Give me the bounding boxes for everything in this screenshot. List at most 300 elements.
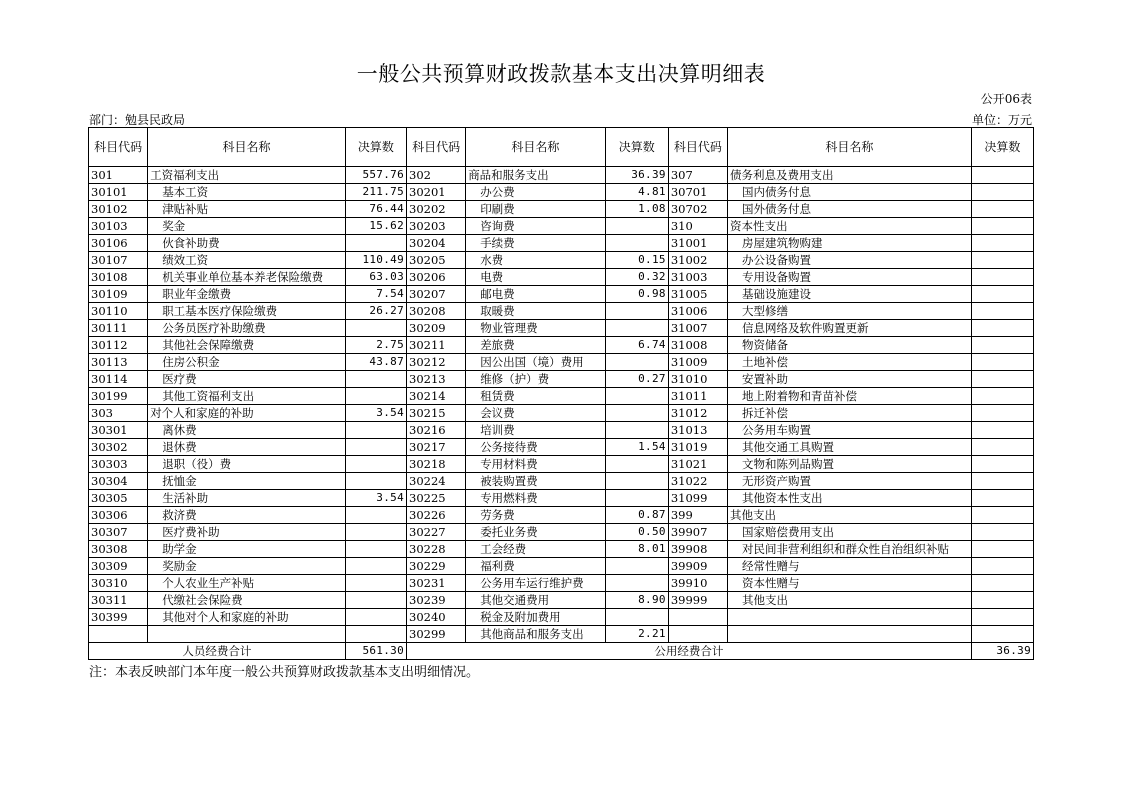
subject-name-cell: 物资储备	[728, 337, 972, 354]
amount-cell	[345, 524, 406, 541]
amount-cell	[605, 609, 668, 626]
subject-code-cell: 30199	[89, 388, 148, 405]
subject-name-cell: 专用设备购置	[728, 269, 972, 286]
subject-code-cell: 30304	[89, 473, 148, 490]
table-row	[89, 218, 1034, 235]
subject-name-cell: 职业年金缴费	[148, 286, 346, 303]
subject-name-cell: 被装购置费	[466, 473, 605, 490]
subject-name-cell: 房屋建筑物购建	[728, 235, 972, 252]
amount-cell	[971, 575, 1033, 592]
subject-name-cell: 商品和服务支出	[466, 167, 605, 184]
amount-cell: 557.76	[345, 167, 406, 184]
subject-code-cell: 31002	[668, 252, 727, 269]
amount-cell: 36.39	[605, 167, 668, 184]
subject-name-cell: 取暖费	[466, 303, 605, 320]
table-row	[89, 575, 1034, 592]
subject-name-cell: 绩效工资	[148, 252, 346, 269]
subject-code-cell: 30111	[89, 320, 148, 337]
amount-cell: 8.90	[605, 592, 668, 609]
amount-cell: 3.54	[345, 405, 406, 422]
table-row	[89, 286, 1034, 303]
amount-cell	[345, 371, 406, 388]
subject-code-cell: 30224	[407, 473, 466, 490]
table-row	[89, 184, 1034, 201]
column-header: 决算数	[605, 128, 668, 167]
totals-row	[89, 643, 1034, 660]
subject-name-cell	[728, 609, 972, 626]
amount-cell	[971, 252, 1033, 269]
table-row	[89, 558, 1034, 575]
amount-cell: 0.98	[605, 286, 668, 303]
subject-name-cell	[728, 626, 972, 643]
subject-code-cell: 31009	[668, 354, 727, 371]
amount-cell: 6.74	[605, 337, 668, 354]
amount-cell: 0.32	[605, 269, 668, 286]
subject-name-cell: 劳务费	[466, 507, 605, 524]
subject-name-cell: 对个人和家庭的补助	[148, 405, 346, 422]
amount-cell	[605, 575, 668, 592]
subject-name-cell: 职工基本医疗保险缴费	[148, 303, 346, 320]
unit-label: 单位：万元	[971, 113, 1032, 127]
column-header: 科目代码	[89, 128, 148, 167]
column-header: 科目名称	[148, 128, 346, 167]
subject-code-cell: 30108	[89, 269, 148, 286]
amount-cell: 1.54	[605, 439, 668, 456]
subject-code-cell: 30309	[89, 558, 148, 575]
subject-name-cell: 对民间非营利组织和群众性自治组织补贴	[728, 541, 972, 558]
amount-cell: 2.21	[605, 626, 668, 643]
table-row	[89, 439, 1034, 456]
expenditure-table	[88, 127, 1034, 660]
subject-name-cell: 债务利息及费用支出	[728, 167, 972, 184]
subject-name-cell: 医疗费补助	[148, 524, 346, 541]
table-row	[89, 626, 1034, 643]
table-row	[89, 320, 1034, 337]
subject-code-cell: 30701	[668, 184, 727, 201]
amount-cell	[971, 371, 1033, 388]
column-header: 科目名称	[466, 128, 605, 167]
department-label: 部门：勉县民政局	[89, 113, 186, 127]
footnote: 注：本表反映部门本年度一般公共预算财政拨款基本支出明细情况。	[89, 665, 480, 680]
subject-name-cell: 其他支出	[728, 507, 972, 524]
amount-cell	[971, 388, 1033, 405]
table-row	[89, 422, 1034, 439]
subject-name-cell: 电费	[466, 269, 605, 286]
subject-name-cell: 工会经费	[466, 541, 605, 558]
subject-code-cell: 30201	[407, 184, 466, 201]
subject-code-cell: 30109	[89, 286, 148, 303]
subject-code-cell: 30215	[407, 405, 466, 422]
amount-cell	[345, 609, 406, 626]
amount-cell	[971, 473, 1033, 490]
subject-code-cell: 30209	[407, 320, 466, 337]
subject-name-cell: 其他工资福利支出	[148, 388, 346, 405]
subject-name-cell: 办公设备购置	[728, 252, 972, 269]
amount-cell	[971, 592, 1033, 609]
table-row	[89, 473, 1034, 490]
subject-code-cell: 31099	[668, 490, 727, 507]
subject-code-cell: 30217	[407, 439, 466, 456]
amount-cell	[605, 405, 668, 422]
subject-code-cell: 301	[89, 167, 148, 184]
amount-cell: 76.44	[345, 201, 406, 218]
amount-cell	[971, 184, 1033, 201]
subject-name-cell: 安置补助	[728, 371, 972, 388]
amount-cell	[971, 626, 1033, 643]
subject-name-cell: 邮电费	[466, 286, 605, 303]
subject-name-cell: 委托业务费	[466, 524, 605, 541]
amount-cell	[605, 320, 668, 337]
amount-cell	[605, 388, 668, 405]
subject-code-cell: 30113	[89, 354, 148, 371]
subject-name-cell: 培训费	[466, 422, 605, 439]
subject-code-cell: 31010	[668, 371, 727, 388]
amount-cell	[345, 575, 406, 592]
subject-code-cell: 302	[407, 167, 466, 184]
table-row	[89, 541, 1034, 558]
amount-cell	[605, 303, 668, 320]
subject-code-cell: 31007	[668, 320, 727, 337]
amount-cell	[345, 422, 406, 439]
table-row	[89, 456, 1034, 473]
personnel-total-value: 561.30	[345, 643, 406, 660]
table-row	[89, 167, 1034, 184]
subject-code-cell: 31008	[668, 337, 727, 354]
subject-code-cell: 30225	[407, 490, 466, 507]
subject-name-cell: 基础设施建设	[728, 286, 972, 303]
subject-code-cell: 310	[668, 218, 727, 235]
subject-code-cell: 30106	[89, 235, 148, 252]
amount-cell	[971, 218, 1033, 235]
amount-cell	[605, 218, 668, 235]
table-body	[89, 167, 1034, 643]
subject-code-cell: 30101	[89, 184, 148, 201]
subject-name-cell: 无形资产购置	[728, 473, 972, 490]
table-row	[89, 337, 1034, 354]
subject-code-cell: 30203	[407, 218, 466, 235]
subject-code-cell: 39907	[668, 524, 727, 541]
subject-code-cell: 30310	[89, 575, 148, 592]
subject-code-cell	[668, 609, 727, 626]
subject-name-cell: 水费	[466, 252, 605, 269]
amount-cell	[345, 626, 406, 643]
table-row	[89, 592, 1034, 609]
public-total-value: 36.39	[971, 643, 1033, 660]
amount-cell	[971, 439, 1033, 456]
public-total-label: 公用经费合计	[407, 643, 972, 660]
amount-cell: 0.87	[605, 507, 668, 524]
subject-code-cell: 30240	[407, 609, 466, 626]
subject-code-cell: 30229	[407, 558, 466, 575]
subject-name-cell: 福利费	[466, 558, 605, 575]
amount-cell	[345, 320, 406, 337]
amount-cell	[971, 490, 1033, 507]
subject-code-cell: 30216	[407, 422, 466, 439]
subject-code-cell: 30107	[89, 252, 148, 269]
subject-code-cell	[668, 626, 727, 643]
amount-cell	[345, 507, 406, 524]
subject-name-cell: 资本性赠与	[728, 575, 972, 592]
column-header: 决算数	[345, 128, 406, 167]
amount-cell: 26.27	[345, 303, 406, 320]
subject-code-cell: 30303	[89, 456, 148, 473]
amount-cell	[605, 235, 668, 252]
amount-cell	[605, 473, 668, 490]
form-number: 公开06表	[980, 92, 1032, 106]
amount-cell	[971, 303, 1033, 320]
subject-code-cell: 30204	[407, 235, 466, 252]
subject-name-cell: 住房公积金	[148, 354, 346, 371]
amount-cell	[971, 609, 1033, 626]
amount-cell	[971, 286, 1033, 303]
page-title: 一般公共预算财政拨款基本支出决算明细表	[356, 62, 766, 86]
subject-code-cell: 30226	[407, 507, 466, 524]
subject-code-cell: 39908	[668, 541, 727, 558]
amount-cell	[345, 473, 406, 490]
subject-name-cell: 税金及附加费用	[466, 609, 605, 626]
subject-code-cell: 307	[668, 167, 727, 184]
subject-name-cell: 大型修缮	[728, 303, 972, 320]
amount-cell: 15.62	[345, 218, 406, 235]
subject-name-cell: 伙食补助费	[148, 235, 346, 252]
amount-cell	[605, 558, 668, 575]
amount-cell	[971, 235, 1033, 252]
subject-code-cell: 30211	[407, 337, 466, 354]
amount-cell: 0.50	[605, 524, 668, 541]
subject-name-cell: 救济费	[148, 507, 346, 524]
amount-cell	[345, 592, 406, 609]
subject-name-cell: 其他交通费用	[466, 592, 605, 609]
subject-name-cell: 其他支出	[728, 592, 972, 609]
subject-name-cell: 个人农业生产补贴	[148, 575, 346, 592]
amount-cell	[345, 235, 406, 252]
amount-cell: 3.54	[345, 490, 406, 507]
subject-name-cell: 机关事业单位基本养老保险缴费	[148, 269, 346, 286]
subject-name-cell: 代缴社会保险费	[148, 592, 346, 609]
column-header: 科目代码	[668, 128, 727, 167]
table-row	[89, 405, 1034, 422]
subject-code-cell: 30302	[89, 439, 148, 456]
amount-cell	[971, 320, 1033, 337]
subject-name-cell: 生活补助	[148, 490, 346, 507]
column-header: 科目代码	[407, 128, 466, 167]
subject-code-cell: 30227	[407, 524, 466, 541]
subject-name-cell: 奖金	[148, 218, 346, 235]
subject-code-cell: 39999	[668, 592, 727, 609]
amount-cell	[971, 354, 1033, 371]
subject-name-cell: 公务员医疗补助缴费	[148, 320, 346, 337]
table-row	[89, 371, 1034, 388]
amount-cell	[345, 558, 406, 575]
subject-name-cell: 公务接待费	[466, 439, 605, 456]
amount-cell: 63.03	[345, 269, 406, 286]
subject-code-cell: 31021	[668, 456, 727, 473]
column-header: 决算数	[971, 128, 1033, 167]
amount-cell	[971, 269, 1033, 286]
table-row	[89, 388, 1034, 405]
subject-code-cell: 31006	[668, 303, 727, 320]
amount-cell	[345, 456, 406, 473]
subject-code-cell: 30399	[89, 609, 148, 626]
subject-name-cell: 奖励金	[148, 558, 346, 575]
subject-code-cell: 30299	[407, 626, 466, 643]
amount-cell	[971, 541, 1033, 558]
amount-cell	[971, 405, 1033, 422]
amount-cell	[971, 507, 1033, 524]
subject-code-cell: 30110	[89, 303, 148, 320]
amount-cell	[971, 201, 1033, 218]
amount-cell	[605, 422, 668, 439]
subject-code-cell: 30702	[668, 201, 727, 218]
table-row	[89, 201, 1034, 218]
subject-code-cell: 30205	[407, 252, 466, 269]
subject-name-cell: 国家赔偿费用支出	[728, 524, 972, 541]
subject-name-cell: 国内债务付息	[728, 184, 972, 201]
subject-name-cell: 土地补偿	[728, 354, 972, 371]
subject-code-cell: 30102	[89, 201, 148, 218]
subject-name-cell: 地上附着物和青苗补偿	[728, 388, 972, 405]
amount-cell: 1.08	[605, 201, 668, 218]
subject-code-cell: 30306	[89, 507, 148, 524]
subject-name-cell: 其他社会保障缴费	[148, 337, 346, 354]
table-row	[89, 507, 1034, 524]
subject-code-cell: 30202	[407, 201, 466, 218]
subject-name-cell: 其他对个人和家庭的补助	[148, 609, 346, 626]
amount-cell: 43.87	[345, 354, 406, 371]
subject-code-cell: 31001	[668, 235, 727, 252]
subject-name-cell	[148, 626, 346, 643]
subject-name-cell: 退职（役）费	[148, 456, 346, 473]
subject-name-cell: 维修（护）费	[466, 371, 605, 388]
subject-name-cell: 因公出国（境）费用	[466, 354, 605, 371]
table-row	[89, 490, 1034, 507]
subject-name-cell: 文物和陈列品购置	[728, 456, 972, 473]
subject-code-cell: 30231	[407, 575, 466, 592]
subject-code-cell: 30305	[89, 490, 148, 507]
subject-name-cell: 助学金	[148, 541, 346, 558]
table-header-row	[89, 128, 1034, 167]
subject-code-cell: 30103	[89, 218, 148, 235]
subject-code-cell: 30307	[89, 524, 148, 541]
subject-code-cell: 30112	[89, 337, 148, 354]
amount-cell: 4.81	[605, 184, 668, 201]
subject-name-cell: 资本性支出	[728, 218, 972, 235]
subject-name-cell: 工资福利支出	[148, 167, 346, 184]
amount-cell	[971, 524, 1033, 541]
amount-cell: 211.75	[345, 184, 406, 201]
subject-name-cell: 专用材料费	[466, 456, 605, 473]
subject-code-cell: 31003	[668, 269, 727, 286]
subject-name-cell: 抚恤金	[148, 473, 346, 490]
subject-name-cell: 国外债务付息	[728, 201, 972, 218]
subject-code-cell: 30311	[89, 592, 148, 609]
table-row	[89, 609, 1034, 626]
subject-code-cell: 30207	[407, 286, 466, 303]
subject-name-cell: 信息网络及软件购置更新	[728, 320, 972, 337]
subject-code-cell: 30208	[407, 303, 466, 320]
subject-name-cell: 印刷费	[466, 201, 605, 218]
subject-name-cell: 其他资本性支出	[728, 490, 972, 507]
amount-cell	[345, 388, 406, 405]
amount-cell	[971, 422, 1033, 439]
subject-code-cell: 30301	[89, 422, 148, 439]
amount-cell: 8.01	[605, 541, 668, 558]
subject-name-cell: 公务用车购置	[728, 422, 972, 439]
subject-code-cell: 31013	[668, 422, 727, 439]
amount-cell	[605, 456, 668, 473]
subject-code-cell: 31019	[668, 439, 727, 456]
subject-code-cell: 30212	[407, 354, 466, 371]
column-header: 科目名称	[728, 128, 972, 167]
subject-code-cell: 30114	[89, 371, 148, 388]
table-row	[89, 235, 1034, 252]
table-row	[89, 354, 1034, 371]
subject-name-cell: 物业管理费	[466, 320, 605, 337]
subject-code-cell: 30214	[407, 388, 466, 405]
subject-code-cell	[89, 626, 148, 643]
amount-cell	[605, 354, 668, 371]
subject-code-cell: 31022	[668, 473, 727, 490]
amount-cell	[345, 439, 406, 456]
subject-name-cell: 其他交通工具购置	[728, 439, 972, 456]
subject-code-cell: 39909	[668, 558, 727, 575]
subject-name-cell: 医疗费	[148, 371, 346, 388]
subject-code-cell: 399	[668, 507, 727, 524]
subject-name-cell: 差旅费	[466, 337, 605, 354]
subject-name-cell: 专用燃料费	[466, 490, 605, 507]
subject-code-cell: 303	[89, 405, 148, 422]
subject-name-cell: 手续费	[466, 235, 605, 252]
subject-name-cell: 经常性赠与	[728, 558, 972, 575]
subject-name-cell: 津贴补贴	[148, 201, 346, 218]
subject-name-cell: 拆迁补偿	[728, 405, 972, 422]
amount-cell: 7.54	[345, 286, 406, 303]
subject-name-cell: 租赁费	[466, 388, 605, 405]
table-row	[89, 303, 1034, 320]
subject-name-cell: 基本工资	[148, 184, 346, 201]
amount-cell: 0.27	[605, 371, 668, 388]
subject-code-cell: 31005	[668, 286, 727, 303]
amount-cell: 2.75	[345, 337, 406, 354]
subject-name-cell: 退休费	[148, 439, 346, 456]
subject-code-cell: 31012	[668, 405, 727, 422]
subject-code-cell: 30228	[407, 541, 466, 558]
subject-name-cell: 离休费	[148, 422, 346, 439]
personnel-total-label: 人员经费合计	[89, 643, 346, 660]
subject-code-cell: 30239	[407, 592, 466, 609]
amount-cell	[605, 490, 668, 507]
subject-name-cell: 咨询费	[466, 218, 605, 235]
table-row	[89, 252, 1034, 269]
subject-code-cell: 30218	[407, 456, 466, 473]
subject-name-cell: 会议费	[466, 405, 605, 422]
subject-code-cell: 30308	[89, 541, 148, 558]
amount-cell	[345, 541, 406, 558]
subject-name-cell: 办公费	[466, 184, 605, 201]
amount-cell: 110.49	[345, 252, 406, 269]
subject-code-cell: 39910	[668, 575, 727, 592]
amount-cell	[971, 167, 1033, 184]
table-row	[89, 524, 1034, 541]
amount-cell: 0.15	[605, 252, 668, 269]
subject-code-cell: 30206	[407, 269, 466, 286]
subject-name-cell: 其他商品和服务支出	[466, 626, 605, 643]
amount-cell	[971, 558, 1033, 575]
table-row	[89, 269, 1034, 286]
subject-name-cell: 公务用车运行维护费	[466, 575, 605, 592]
subject-code-cell: 31011	[668, 388, 727, 405]
subject-code-cell: 30213	[407, 371, 466, 388]
